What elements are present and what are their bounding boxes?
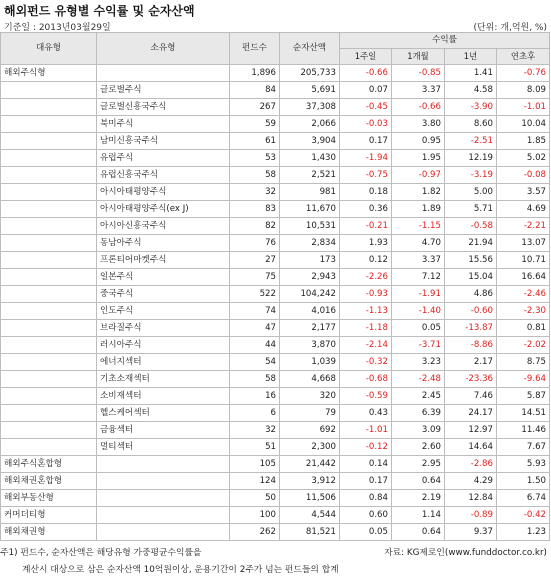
table-row: [1, 507, 550, 524]
cell-return-1week: 0.17: [340, 473, 392, 490]
cell-return-1year: 1.41: [445, 65, 497, 82]
cell-return-1year: 5.71: [445, 201, 497, 218]
cell-funds: 59: [230, 116, 280, 133]
cell-subtype: 인도주식: [97, 303, 230, 320]
cell-subtype: 프론티어마켓주식: [97, 252, 230, 269]
cell-type: [1, 82, 97, 99]
cell-return-1week: -0.03: [340, 116, 392, 133]
table-row: [1, 150, 550, 167]
cell-subtype: 아시아태평양주식: [97, 184, 230, 201]
cell-return-1week: 0.43: [340, 405, 392, 422]
cell-return-1month: 2.95: [392, 456, 445, 473]
cell-return-1month: -3.71: [392, 337, 445, 354]
cell-return-1year: 7.46: [445, 388, 497, 405]
cell-type: [1, 167, 97, 184]
cell-return-ytd: -2.21: [497, 218, 550, 235]
cell-assets: 205,733: [280, 65, 340, 82]
cell-return-1year: 12.84: [445, 490, 497, 507]
cell-return-1month: 3.37: [392, 252, 445, 269]
table-row: [1, 235, 550, 252]
cell-return-1week: -1.01: [340, 422, 392, 439]
cell-subtype: 동남아주식: [97, 235, 230, 252]
table-row: [1, 218, 550, 235]
cell-return-1month: 0.95: [392, 133, 445, 150]
cell-funds: 84: [230, 82, 280, 99]
cell-return-1year: 2.17: [445, 354, 497, 371]
cell-return-1week: -0.66: [340, 65, 392, 82]
page-title: 해외펀드 유형별 수익률 및 순자산액: [4, 4, 195, 18]
header-1week: 1주일: [340, 49, 392, 65]
cell-return-ytd: 11.46: [497, 422, 550, 439]
cell-subtype: 글로벌신흥국주식: [97, 99, 230, 116]
cell-type: [1, 422, 97, 439]
cell-type: 커머더티형: [1, 507, 97, 524]
cell-return-1year: 24.17: [445, 405, 497, 422]
header-subtype: 소유형: [97, 33, 230, 65]
cell-funds: 105: [230, 456, 280, 473]
table-row: [1, 524, 550, 541]
cell-return-1week: -0.93: [340, 286, 392, 303]
table-row: [1, 65, 550, 82]
cell-return-1year: 5.00: [445, 184, 497, 201]
cell-return-1month: -0.85: [392, 65, 445, 82]
cell-funds: 83: [230, 201, 280, 218]
cell-return-ytd: -9.64: [497, 371, 550, 388]
cell-return-1week: 0.36: [340, 201, 392, 218]
cell-return-1week: 0.17: [340, 133, 392, 150]
cell-subtype: 유럽신흥국주식: [97, 167, 230, 184]
cell-funds: 58: [230, 371, 280, 388]
cell-return-ytd: 4.69: [497, 201, 550, 218]
cell-funds: 267: [230, 99, 280, 116]
cell-type: [1, 388, 97, 405]
cell-funds: 76: [230, 235, 280, 252]
cell-return-1month: -2.48: [392, 371, 445, 388]
fund-returns-table: [0, 32, 550, 541]
cell-subtype: 금융섹터: [97, 422, 230, 439]
table-row: [1, 388, 550, 405]
cell-subtype: [97, 490, 230, 507]
cell-subtype: 멀티섹터: [97, 439, 230, 456]
cell-type: [1, 337, 97, 354]
cell-return-1month: 0.05: [392, 320, 445, 337]
cell-return-ytd: 5.87: [497, 388, 550, 405]
cell-type: 해외채권혼합형: [1, 473, 97, 490]
cell-funds: 53: [230, 150, 280, 167]
cell-assets: 2,834: [280, 235, 340, 252]
table-row: [1, 422, 550, 439]
header-returns: 수익률: [340, 33, 550, 49]
cell-subtype: 러시아주식: [97, 337, 230, 354]
cell-type: [1, 184, 97, 201]
cell-return-ytd: 8.75: [497, 354, 550, 371]
cell-funds: 82: [230, 218, 280, 235]
footnote-2: 계산시 대상으로 삼은 순자산액 10억원이상, 운용기간이 2주가 넘는 펀드들의 합계: [22, 565, 339, 575]
cell-return-1week: 0.05: [340, 524, 392, 541]
table-row: [1, 82, 550, 99]
cell-return-1month: 0.64: [392, 524, 445, 541]
cell-assets: 11,506: [280, 490, 340, 507]
cell-return-1month: -1.15: [392, 218, 445, 235]
cell-return-1year: -3.90: [445, 99, 497, 116]
cell-return-1month: 6.39: [392, 405, 445, 422]
cell-return-1month: 3.37: [392, 82, 445, 99]
cell-return-1month: -1.91: [392, 286, 445, 303]
cell-assets: 4,016: [280, 303, 340, 320]
cell-assets: 3,870: [280, 337, 340, 354]
table-row: [1, 133, 550, 150]
cell-subtype: 아시아태평양주식(ex J): [97, 201, 230, 218]
cell-assets: 2,943: [280, 269, 340, 286]
cell-return-1year: -2.51: [445, 133, 497, 150]
cell-assets: 320: [280, 388, 340, 405]
cell-assets: 81,521: [280, 524, 340, 541]
cell-return-ytd: -2.30: [497, 303, 550, 320]
cell-assets: 4,668: [280, 371, 340, 388]
cell-return-1year: 12.19: [445, 150, 497, 167]
cell-funds: 54: [230, 354, 280, 371]
cell-assets: 5,691: [280, 82, 340, 99]
cell-return-1week: 0.14: [340, 456, 392, 473]
cell-return-1year: -13.87: [445, 320, 497, 337]
table-row: [1, 320, 550, 337]
cell-return-1month: 1.82: [392, 184, 445, 201]
cell-funds: 32: [230, 422, 280, 439]
header-type: 대유형: [1, 33, 97, 65]
cell-type: 해외주식형: [1, 65, 97, 82]
cell-return-ytd: 0.81: [497, 320, 550, 337]
header-1month: 1개월: [392, 49, 445, 65]
table-row: [1, 252, 550, 269]
table-row: [1, 201, 550, 218]
table-row: [1, 473, 550, 490]
cell-funds: 522: [230, 286, 280, 303]
cell-funds: 50: [230, 490, 280, 507]
cell-assets: 104,242: [280, 286, 340, 303]
table-body: [1, 65, 550, 541]
table-row: [1, 405, 550, 422]
table-row: [1, 439, 550, 456]
cell-return-1year: -0.58: [445, 218, 497, 235]
cell-return-ytd: 8.09: [497, 82, 550, 99]
cell-subtype: 기초소재섹터: [97, 371, 230, 388]
cell-funds: 61: [230, 133, 280, 150]
cell-return-ytd: -0.42: [497, 507, 550, 524]
cell-assets: 37,308: [280, 99, 340, 116]
cell-assets: 981: [280, 184, 340, 201]
cell-funds: 27: [230, 252, 280, 269]
cell-return-1month: 4.70: [392, 235, 445, 252]
cell-type: [1, 99, 97, 116]
cell-return-ytd: -2.02: [497, 337, 550, 354]
table-row: [1, 337, 550, 354]
header-funds: 펀드수: [230, 33, 280, 65]
reference-date: 기준일 : 2013년03월29일: [4, 23, 111, 33]
cell-funds: 32: [230, 184, 280, 201]
cell-type: [1, 320, 97, 337]
cell-return-ytd: -0.08: [497, 167, 550, 184]
cell-return-1week: -2.26: [340, 269, 392, 286]
table-row: [1, 269, 550, 286]
cell-funds: 51: [230, 439, 280, 456]
cell-funds: 47: [230, 320, 280, 337]
cell-funds: 58: [230, 167, 280, 184]
cell-funds: 6: [230, 405, 280, 422]
cell-subtype: 브라질주식: [97, 320, 230, 337]
cell-return-1week: 0.12: [340, 252, 392, 269]
cell-type: [1, 439, 97, 456]
cell-type: [1, 354, 97, 371]
cell-return-ytd: 1.23: [497, 524, 550, 541]
cell-assets: 2,521: [280, 167, 340, 184]
cell-return-ytd: -1.01: [497, 99, 550, 116]
cell-return-1year: -0.89: [445, 507, 497, 524]
cell-subtype: [97, 524, 230, 541]
cell-return-1month: 7.12: [392, 269, 445, 286]
cell-return-1month: -0.66: [392, 99, 445, 116]
unit-note: (단위: 개,억원, %): [473, 23, 547, 33]
cell-assets: 2,066: [280, 116, 340, 133]
cell-return-1year: 21.94: [445, 235, 497, 252]
cell-return-1year: 15.56: [445, 252, 497, 269]
cell-return-1year: 9.37: [445, 524, 497, 541]
cell-subtype: [97, 473, 230, 490]
cell-type: [1, 133, 97, 150]
cell-return-1month: 1.95: [392, 150, 445, 167]
cell-return-ytd: -0.76: [497, 65, 550, 82]
cell-return-1month: -0.97: [392, 167, 445, 184]
cell-assets: 692: [280, 422, 340, 439]
cell-return-ytd: 6.74: [497, 490, 550, 507]
cell-subtype: 글로벌주식: [97, 82, 230, 99]
cell-return-1week: -0.68: [340, 371, 392, 388]
cell-return-ytd: 13.07: [497, 235, 550, 252]
cell-return-1month: 2.60: [392, 439, 445, 456]
cell-return-ytd: 1.85: [497, 133, 550, 150]
cell-return-1year: 4.58: [445, 82, 497, 99]
source-note: 자료: KG제로인(www.funddoctor.co.kr): [384, 548, 547, 558]
cell-subtype: 헬스케어섹터: [97, 405, 230, 422]
cell-return-ytd: 16.64: [497, 269, 550, 286]
cell-return-ytd: 14.51: [497, 405, 550, 422]
cell-assets: 3,904: [280, 133, 340, 150]
cell-return-1month: 1.89: [392, 201, 445, 218]
cell-assets: 1,430: [280, 150, 340, 167]
cell-subtype: 유럽주식: [97, 150, 230, 167]
cell-assets: 3,912: [280, 473, 340, 490]
cell-return-1week: 0.18: [340, 184, 392, 201]
cell-type: [1, 150, 97, 167]
cell-assets: 2,300: [280, 439, 340, 456]
cell-type: 해외채권형: [1, 524, 97, 541]
cell-return-1week: -0.12: [340, 439, 392, 456]
cell-assets: 21,442: [280, 456, 340, 473]
table-row: [1, 371, 550, 388]
cell-return-1year: -23.36: [445, 371, 497, 388]
cell-return-1year: 4.29: [445, 473, 497, 490]
table-row: [1, 303, 550, 320]
cell-type: 해외주식혼합형: [1, 456, 97, 473]
header-assets: 순자산액: [280, 33, 340, 65]
table-row: [1, 456, 550, 473]
cell-return-1year: 4.86: [445, 286, 497, 303]
cell-funds: 16: [230, 388, 280, 405]
cell-return-1month: 3.09: [392, 422, 445, 439]
cell-funds: 74: [230, 303, 280, 320]
cell-return-1week: -2.14: [340, 337, 392, 354]
cell-return-1month: 1.14: [392, 507, 445, 524]
cell-funds: 1,896: [230, 65, 280, 82]
table-row: [1, 354, 550, 371]
cell-return-ytd: 5.02: [497, 150, 550, 167]
cell-return-1week: -1.13: [340, 303, 392, 320]
cell-return-1week: 0.07: [340, 82, 392, 99]
cell-return-1year: -2.86: [445, 456, 497, 473]
cell-return-1month: 3.23: [392, 354, 445, 371]
cell-type: [1, 371, 97, 388]
cell-funds: 75: [230, 269, 280, 286]
cell-return-ytd: 7.67: [497, 439, 550, 456]
cell-funds: 44: [230, 337, 280, 354]
cell-assets: 2,177: [280, 320, 340, 337]
cell-type: [1, 303, 97, 320]
cell-type: [1, 269, 97, 286]
cell-assets: 11,670: [280, 201, 340, 218]
cell-subtype: 일본주식: [97, 269, 230, 286]
cell-return-1week: -0.32: [340, 354, 392, 371]
cell-return-1week: 1.93: [340, 235, 392, 252]
cell-subtype: 중국주식: [97, 286, 230, 303]
cell-funds: 100: [230, 507, 280, 524]
cell-return-1month: 2.45: [392, 388, 445, 405]
cell-return-1year: -8.86: [445, 337, 497, 354]
cell-return-1week: -1.94: [340, 150, 392, 167]
cell-assets: 79: [280, 405, 340, 422]
cell-return-ytd: 10.04: [497, 116, 550, 133]
cell-return-1year: -0.60: [445, 303, 497, 320]
cell-return-1week: 0.84: [340, 490, 392, 507]
cell-return-ytd: 1.50: [497, 473, 550, 490]
cell-type: [1, 116, 97, 133]
cell-return-1week: 0.60: [340, 507, 392, 524]
cell-return-1year: 8.60: [445, 116, 497, 133]
cell-return-ytd: 10.71: [497, 252, 550, 269]
cell-subtype: [97, 65, 230, 82]
cell-subtype: [97, 456, 230, 473]
cell-funds: 262: [230, 524, 280, 541]
header-ytd: 연초후: [497, 49, 550, 65]
cell-return-1month: 3.80: [392, 116, 445, 133]
cell-subtype: 북미주식: [97, 116, 230, 133]
cell-type: [1, 218, 97, 235]
table-row: [1, 490, 550, 507]
cell-return-1month: 2.19: [392, 490, 445, 507]
cell-assets: 1,039: [280, 354, 340, 371]
cell-return-1month: 0.64: [392, 473, 445, 490]
cell-funds: 124: [230, 473, 280, 490]
cell-return-ytd: 3.57: [497, 184, 550, 201]
cell-type: [1, 405, 97, 422]
cell-return-1year: 15.04: [445, 269, 497, 286]
cell-return-1week: -0.75: [340, 167, 392, 184]
header-1year: 1년: [445, 49, 497, 65]
cell-type: [1, 252, 97, 269]
cell-return-1year: 14.64: [445, 439, 497, 456]
cell-type: [1, 235, 97, 252]
table-row: [1, 116, 550, 133]
cell-subtype: 에너지섹터: [97, 354, 230, 371]
cell-return-1week: -0.45: [340, 99, 392, 116]
cell-return-1year: -3.19: [445, 167, 497, 184]
cell-return-1year: 12.97: [445, 422, 497, 439]
cell-type: [1, 201, 97, 218]
table-row: [1, 167, 550, 184]
cell-return-1week: -0.21: [340, 218, 392, 235]
cell-return-1week: -1.18: [340, 320, 392, 337]
cell-subtype: 남미신흥국주식: [97, 133, 230, 150]
cell-return-1month: -1.40: [392, 303, 445, 320]
cell-subtype: 아시아신흥국주식: [97, 218, 230, 235]
table-row: [1, 286, 550, 303]
cell-type: [1, 286, 97, 303]
cell-return-ytd: -2.46: [497, 286, 550, 303]
cell-return-ytd: 5.93: [497, 456, 550, 473]
cell-assets: 10,531: [280, 218, 340, 235]
cell-assets: 4,544: [280, 507, 340, 524]
cell-type: 해외부동산형: [1, 490, 97, 507]
table-row: [1, 99, 550, 116]
cell-subtype: 소비재섹터: [97, 388, 230, 405]
cell-assets: 173: [280, 252, 340, 269]
table-row: [1, 184, 550, 201]
cell-return-1week: -0.59: [340, 388, 392, 405]
cell-subtype: [97, 507, 230, 524]
footnote-1: 주1) 펀드수, 순자산액은 해당유형 가중평균수익률을: [0, 548, 202, 558]
